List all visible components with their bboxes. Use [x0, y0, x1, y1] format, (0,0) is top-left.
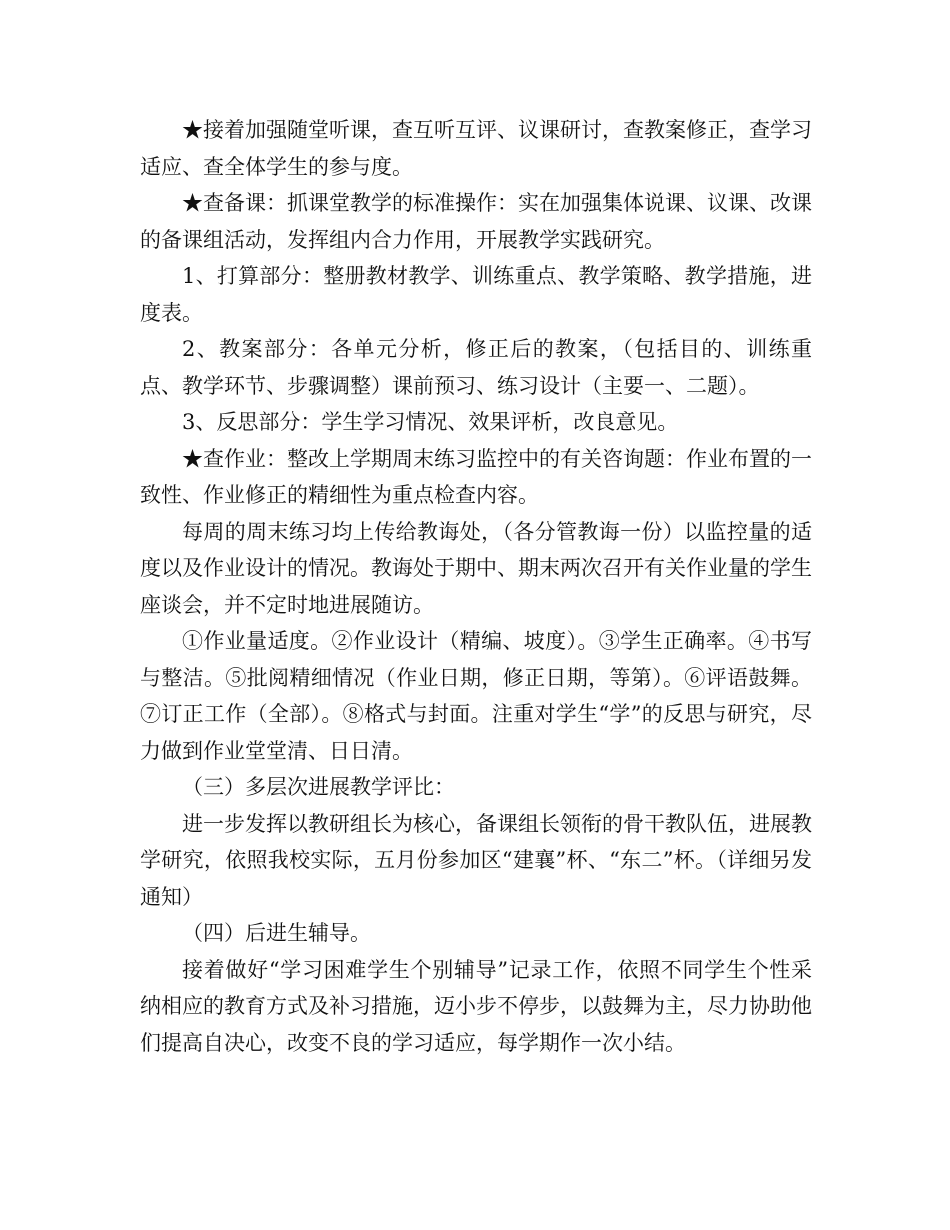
heading-tutoring: （四）后进生辅导。	[182, 921, 371, 945]
paragraph-check-homework: ★查作业：整改上学期周末练习监控中的有关咨询题：作业布置的一致性、作业修正的精细性为重点检查内容。	[140, 446, 812, 507]
paragraph-check-lesson-prep: ★查备课：抓课堂教学的标准操作：实在加强集体说课、议课、改课的备课组活动，发挥组内合力作用，开展教学实践研究。	[140, 191, 812, 252]
paragraph-reflection-section: 3、反思部分：学生学习情况、效果评析，改良意见。	[182, 410, 679, 434]
heading-teaching-competition: （三）多层次进展教学评比：	[182, 775, 455, 799]
paragraph-plan-section: 1、打算部分：整册教材教学、训练重点、教学策略、教学措施，进度表。	[140, 264, 812, 325]
paragraph-weekly-exercises: 每周的周末练习均上传给教诲处，（各分管教诲一份）以监控量的适度以及作业设计的情况。教诲处于期中、期末两次召开有关作业量的学生座谈会，并不定时地进展随访。	[140, 519, 812, 617]
paragraph-observe-lessons: ★接着加强随堂听课，查互听互评、议课研讨，查教案修正，查学习适应、查全体学生的参与度。	[140, 118, 812, 179]
paragraph-lesson-plan-section: 2、教案部分：各单元分析，修正后的教案，（包括目的、训练重点、教学环节、步骤调整）课前预习、练习设计（主要一、二题）。	[140, 337, 812, 398]
document-page	[140, 112, 812, 1061]
paragraph-homework-criteria: ①作业量适度。②作业设计（精编、坡度）。③学生正确率。④书写与整洁。⑤批阅精细情况（作业日期，修正日期，等第）。⑥评语鼓舞。⑦订正工作（全部）。⑧格式与封面。注重对学生“学”的反思与研究，尽力做到作业堂堂清、日日清。	[140, 629, 812, 763]
paragraph-individual-tutoring: 接着做好“学习困难学生个别辅导”记录工作，依照不同学生个性采纳相应的教育方式及补习措施，迈小步不停步，以鼓舞为主，尽力协助他们提高自决心，改变不良的学习适应，每学期作一次小结。	[140, 957, 812, 1055]
paragraph-teaching-research: 进一步发挥以教研组长为核心，备课组长领衔的骨干教队伍，进展教学研究，依照我校实际，五月份参加区“建襄”杯、“东二”杯。（详细另发通知）	[140, 811, 812, 909]
